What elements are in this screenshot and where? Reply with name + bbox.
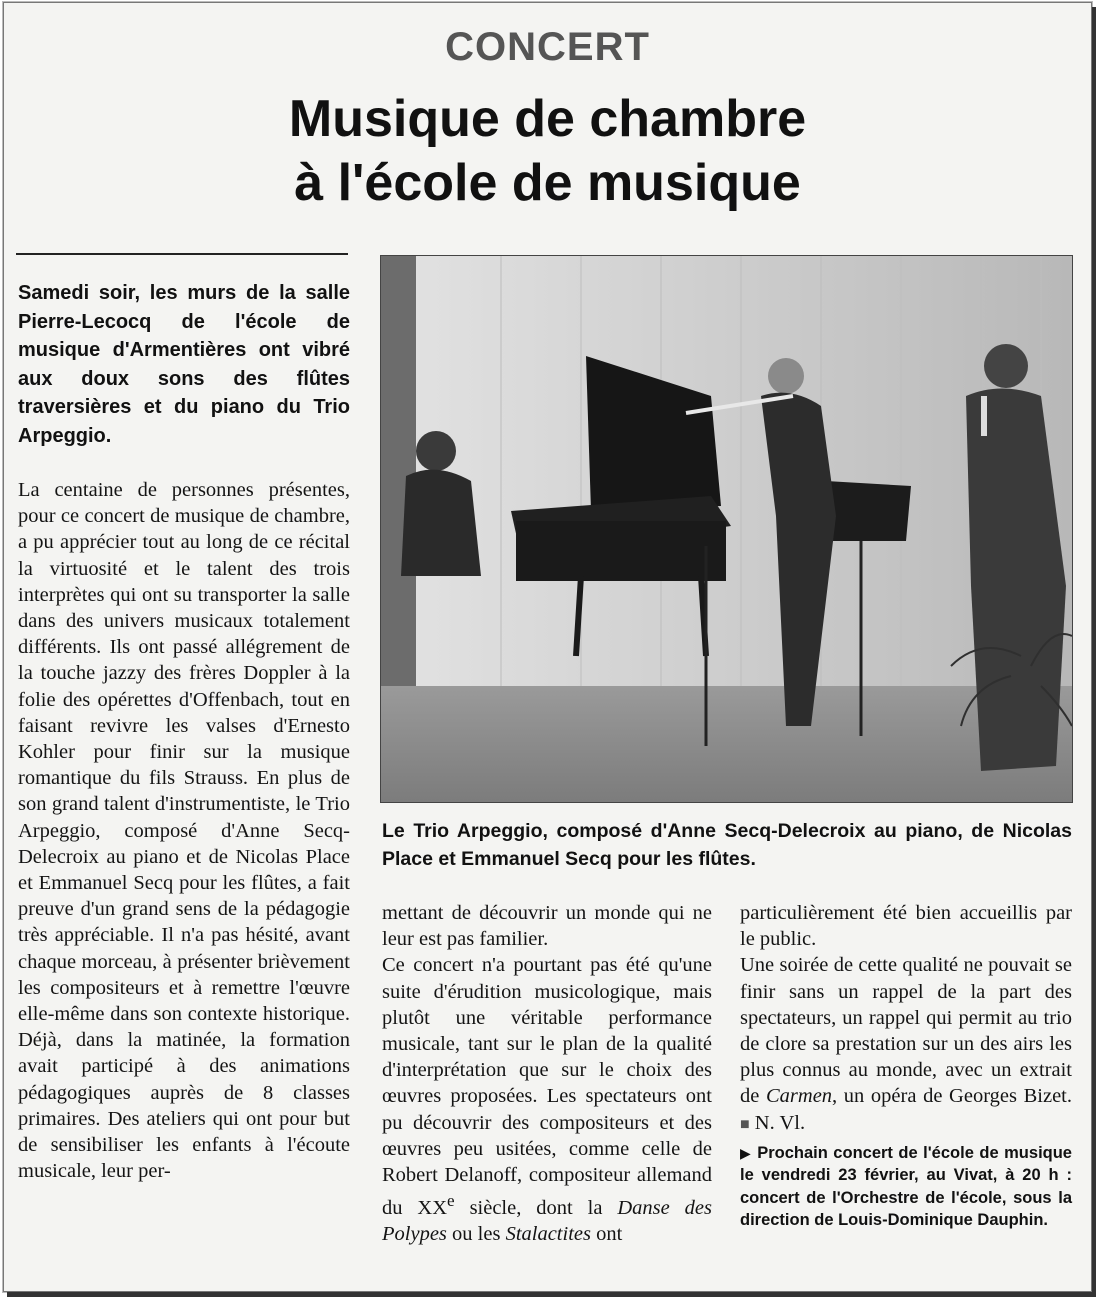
triangle-bullet-icon: ▶ — [740, 1144, 752, 1161]
trio-arpeggio-photo — [381, 256, 1072, 802]
body-text: siècle, dont la — [454, 1197, 618, 1220]
author-signature: N. Vl. — [754, 1111, 806, 1134]
column-rule — [16, 253, 348, 255]
headline — [4, 87, 1091, 215]
body-text: , un opéra de Georges Bizet. — [832, 1085, 1072, 1108]
work-title: Stalactites — [505, 1223, 591, 1246]
body-text: Ce concert n'a pourtant pas été qu'une suite d'érudition musicologique, mais plutôt une véritable performance musicale, tant sur le plan de la qualité d'interprétation que sur le choix des œuvres proposées. Les spectateurs ont pu découvrir des compositeurs et des œuvres peu usitées, comme celle de Robert Delanoff, compositeur allemand du XX — [382, 954, 712, 1220]
newspaper-clipping — [3, 2, 1092, 1292]
body-column-2 — [382, 900, 712, 1247]
century-superscript: e — [447, 1191, 455, 1211]
body-text: ont — [590, 1223, 623, 1246]
body-paragraph — [740, 952, 1072, 1137]
lede-paragraph: Samedi soir, les murs de la salle Pierre-Lecocq de l'école de musique d'Armentières ont vibré aux doux sons des flûtes traversières et du piano du Trio Arpeggio. — [18, 282, 350, 447]
body-paragraph: mettant de découvrir un monde qui ne leur est pas familier. — [382, 902, 712, 951]
section-kicker: CONCERT — [445, 25, 650, 69]
next-concert-note — [740, 1142, 1072, 1232]
body-text: Une soirée de cette qualité ne pouvait se finir sans un rappel de la part des spectateurs, un rappel qui permit au trio de clore sa prestation sur un des airs les plus connus au monde, avec un extrait de — [740, 954, 1072, 1108]
photo-caption: Le Trio Arpeggio, composé d'Anne Secq-Delecroix au piano, de Nicolas Place et Emmanuel Secq pour les flûtes. — [382, 820, 1072, 870]
body-column-1 — [18, 477, 350, 1184]
headline-line-1: Musique de chambre — [288, 90, 807, 148]
signature-mark-icon: ■ — [740, 1115, 750, 1133]
headline-line-2: à l'école de musique — [294, 154, 801, 212]
body-paragraph: particulièrement été bien accueillis par le public. — [740, 902, 1072, 951]
body-paragraph: La centaine de personnes présentes, pour ce concert de musique de chambre, a pu apprécier tout au long de ce récital la virtuosité et le talent des trois interprètes qui ont su transporter la salle dans des univers musicaux totalement différents. Ils ont passé allégrement de la touche jazzy des frères Doppler à la folie des opérettes d'Offenbach, tout en faisant revivre les valses d'Ernesto Kohler pour finir sur la musique romantique du fils Strauss. En plus de son grand talent d'instrumentiste, le Trio Arpeggio, composé d'Anne Secq-Delecroix au piano et de Nicolas Place et Emmanuel Secq pour les flûtes, a fait preuve d'un grand sens de la pédagogie très appréciable. Il n'a pas hésité, avant chaque morceau, à présenter brièvement les compositeurs et à remettre l'œuvre elle-même dans son contexte historique. Déjà, dans la matinée, la formation avait participé à des animations pédagogiques auprès de 8 classes primaires. Des ateliers qui ont pour but de sensibiliser les enfants à l'écoute musicale, leur per- — [18, 479, 350, 1183]
body-paragraph — [382, 952, 712, 1247]
concert-photo — [380, 255, 1073, 803]
body-text: ou les — [446, 1223, 506, 1246]
work-title: Danse des Polypes — [382, 1197, 713, 1246]
note-text: Prochain concert de l'école de musique le vendredi 23 février, au Vivat, à 20 h : concert de l'Orchestre de l'école, sous la direction de Louis-Dominique Dauphin. — [740, 1143, 1072, 1230]
body-column-3 — [740, 900, 1072, 1232]
work-title: Carmen — [765, 1085, 833, 1108]
